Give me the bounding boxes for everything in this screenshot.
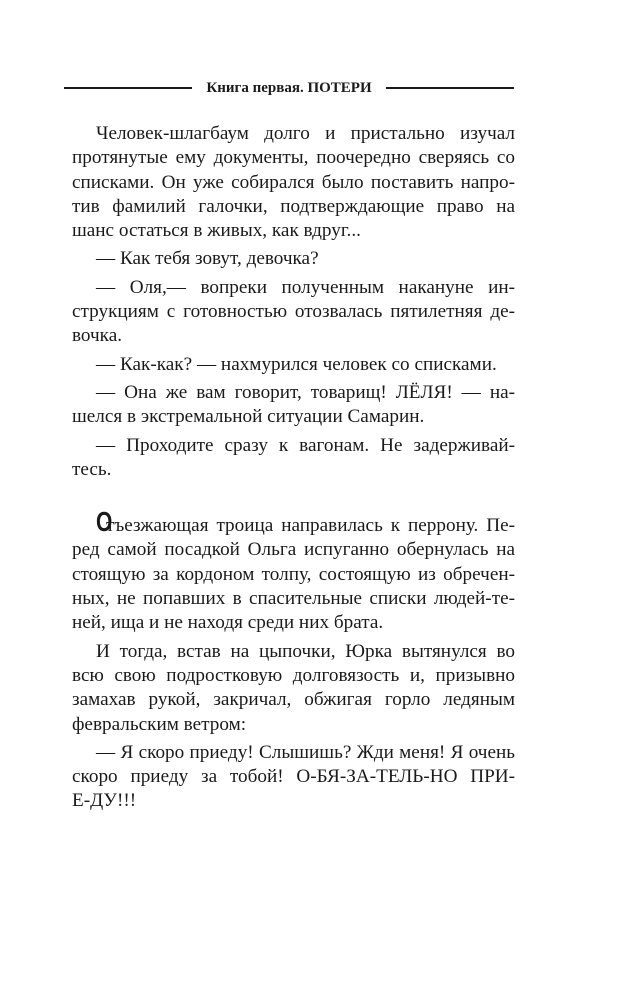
paragraph [72,506,515,635]
text-line: ней, ища и не находя среди них брата. [72,612,384,634]
text-line: — Как-как? — нахмурился человек со списками. [96,353,497,375]
paragraph [96,353,515,377]
header-rule-right [386,87,514,89]
paragraph [72,122,515,243]
text-line: шелся в экстремальной ситуации Самарин. [72,406,425,428]
text-line: тив фамилий галочки, подтверждающие право на [72,195,515,217]
text-line: стоящую за кордоном толпу, состоящую из обречен- [72,563,515,585]
text-line: струкциям с готовностью отозвалась пятилетняя де- [72,301,515,323]
text-line: Человек-шлагбаум долго и пристально изучал [96,123,515,144]
text-line: шанс остаться в живых, как вдруг... [72,220,361,242]
body-text [72,122,515,818]
header-rule-left [64,87,192,89]
paragraph [72,640,515,737]
text-line: — Как тебя зовут, девочка? [96,248,319,270]
text-line: февральским ветром: [72,713,247,735]
text-line: ных, не попавших в спасительные списки людей-те- [72,588,515,610]
text-line: ред самой посадкой Ольга испуганно обернулась на [72,539,515,561]
text-line: списками. Он уже собирался было поставить напро- [72,171,515,193]
text-block-2 [72,506,515,814]
text-line: скоро приеду за тобой! О-БЯ-ЗА-ТЕЛЬ-НО ПРИ- [72,766,515,788]
text-line [96,506,515,538]
text-line: замахав рукой, закричал, обжигая горло ледяным [72,689,515,711]
paragraph [72,741,515,814]
header-title: Книга первая. ПОТЕРИ [206,79,372,96]
text-line: — Проходите сразу к вагонам. Не задерживай- [96,434,515,456]
paragraph [96,247,515,271]
text-line: И тогда, встав на цыпочки, Юрка вытянулся во [96,640,515,662]
paragraph [72,276,515,349]
text-line: — Она же вам говорит, товарищ! ЛЁЛЯ! — на- [96,381,515,403]
text-line: — Я скоро приеду! Слышишь? Жди меня! Я очень [96,741,515,763]
text-line: протянутые ему документы, поочередно сверяясь со [72,147,515,169]
text-line: вочка. [72,325,123,347]
text-block-1 [72,122,515,482]
paragraph [72,381,515,430]
line-text: тъезжающая троица направилась к перрону. Пе- [106,515,515,537]
text-line: всю свою подростковую долговязость и, призывно [72,664,515,686]
text-line: Е-ДУ!!! [72,790,137,812]
section-gap [96,486,515,512]
paragraph [72,434,515,483]
drop-cap: О [96,506,113,538]
text-line: — Оля,— вопреки полученным накануне ин- [96,276,515,298]
text-line: тесь. [72,458,112,480]
running-header [64,76,514,100]
